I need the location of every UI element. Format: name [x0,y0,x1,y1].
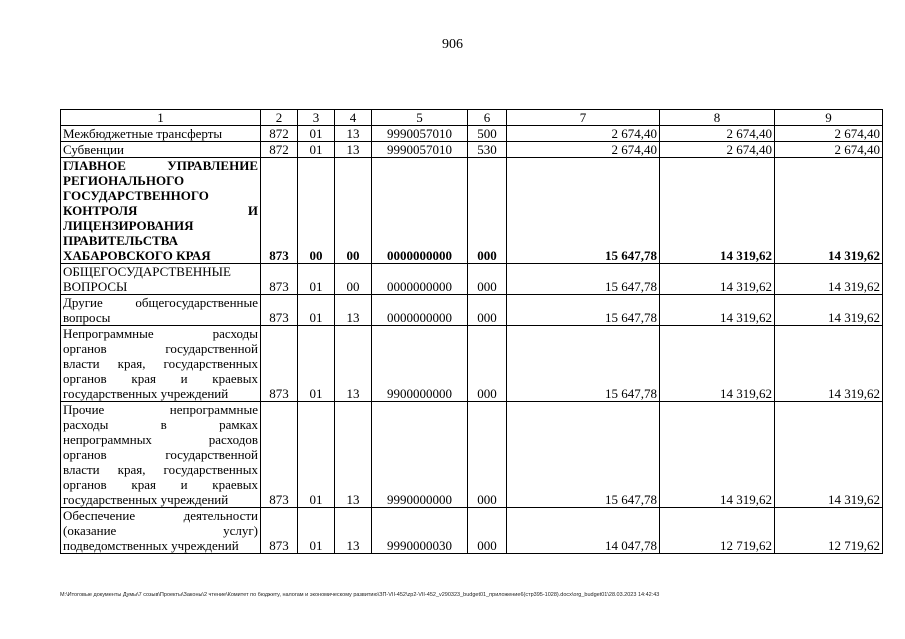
target-article-cell: 9990057010 [372,142,468,158]
table-row [61,142,883,158]
gr-code-cell: 873 [261,295,298,326]
row-name-line: Межбюджетные трансферты [63,126,223,141]
target-article-cell: 0000000000 [372,158,468,264]
amount-2023-cell: 2 674,40 [507,142,660,158]
row-name-line: Обеспечение деятельности [63,508,258,523]
row-name-line: ХАБАРОВСКОГО КРАЯ [63,248,211,263]
row-name-line: органов государственной [63,447,258,462]
gr-code-cell: 873 [261,402,298,508]
target-article-cell: 0000000000 [372,295,468,326]
amount-2025-cell: 14 319,62 [775,326,883,402]
row-name-cell [61,326,261,402]
row-name-cell [61,158,261,264]
amount-2023-cell: 15 647,78 [507,295,660,326]
table-row [61,402,883,508]
expense-type-cell: 000 [468,326,507,402]
header-cell-5: 5 [372,110,468,126]
row-name-line: власти края, государственных [63,356,258,371]
gr-code-cell: 872 [261,142,298,158]
row-name-line: подведомственных учреждений [63,538,239,553]
section-cell: 01 [298,326,335,402]
expense-type-cell: 500 [468,126,507,142]
row-name-line: органов государственной [63,341,258,356]
row-name-line: вопросы [63,310,111,325]
target-article-cell: 9990057010 [372,126,468,142]
table-row [61,508,883,554]
expense-type-cell: 000 [468,295,507,326]
header-cell-9: 9 [775,110,883,126]
row-name-line: ОБЩЕГОСУДАРСТВЕННЫЕ [63,264,231,279]
row-name-line: органов края и краевых [63,371,258,386]
target-article-cell: 9990000030 [372,508,468,554]
row-name-line: непрограммных расходов [63,432,258,447]
row-name-line: Непрограммные расходы [63,326,258,341]
amount-2023-cell: 15 647,78 [507,326,660,402]
budget-table [60,109,883,554]
amount-2024-cell: 14 319,62 [660,402,775,508]
subsection-cell: 13 [335,402,372,508]
row-name-line: ПРАВИТЕЛЬСТВА [63,233,178,248]
header-row [61,110,883,126]
amount-2024-cell: 2 674,40 [660,126,775,142]
expense-type-cell: 000 [468,264,507,295]
row-name-line: КОНТРОЛЯ И [63,203,258,218]
amount-2025-cell: 14 319,62 [775,402,883,508]
row-name-line: власти края, государственных [63,462,258,477]
row-name-line: Субвенции [63,142,124,157]
expense-type-cell: 000 [468,402,507,508]
amount-2024-cell: 14 319,62 [660,264,775,295]
table-row [61,295,883,326]
amount-2023-cell: 15 647,78 [507,402,660,508]
subsection-cell: 00 [335,264,372,295]
subsection-cell: 13 [335,295,372,326]
header-cell-1: 1 [61,110,261,126]
row-name-line: государственных учреждений [63,386,229,401]
expense-type-cell: 000 [468,158,507,264]
gr-code-cell: 873 [261,508,298,554]
amount-2025-cell: 2 674,40 [775,142,883,158]
expense-type-cell: 000 [468,508,507,554]
subsection-cell: 13 [335,142,372,158]
amount-2023-cell: 2 674,40 [507,126,660,142]
amount-2025-cell: 14 319,62 [775,295,883,326]
row-name-line: ВОПРОСЫ [63,279,128,294]
gr-code-cell: 873 [261,326,298,402]
gr-code-cell: 872 [261,126,298,142]
document-path-footer: M:\Итоговые документы Думы\7 созыв\Проекты\Законы\2 чтение\Комитет по бюджету, налогам и экономическому развитию\ЗП-VII-452\zp2-VII-452_v290323_budget01_приложение6(стр395-1028).docx\org_budget01\28.03.2023 14:42:43 [60,592,660,598]
page-number: 906 [442,37,463,52]
row-name-cell [61,508,261,554]
amount-2024-cell: 2 674,40 [660,142,775,158]
row-name-cell [61,142,261,158]
header-cell-3: 3 [298,110,335,126]
section-cell: 01 [298,295,335,326]
section-cell: 00 [298,158,335,264]
amount-2025-cell: 2 674,40 [775,126,883,142]
row-name-line: государственных учреждений [63,492,229,507]
subsection-cell: 13 [335,126,372,142]
amount-2025-cell: 14 319,62 [775,158,883,264]
section-cell: 01 [298,508,335,554]
amount-2025-cell: 14 319,62 [775,264,883,295]
amount-2023-cell: 15 647,78 [507,158,660,264]
amount-2024-cell: 14 319,62 [660,158,775,264]
header-cell-8: 8 [660,110,775,126]
header-cell-6: 6 [468,110,507,126]
section-cell: 01 [298,264,335,295]
target-article-cell: 9900000000 [372,326,468,402]
header-cell-4: 4 [335,110,372,126]
subsection-cell: 00 [335,158,372,264]
header-cell-7: 7 [507,110,660,126]
amount-2024-cell: 14 319,62 [660,295,775,326]
row-name-cell [61,126,261,142]
target-article-cell: 9990000000 [372,402,468,508]
amount-2024-cell: 14 319,62 [660,326,775,402]
gr-code-cell: 873 [261,264,298,295]
table-row [61,326,883,402]
row-name-line: (оказание услуг) [63,523,258,538]
header-cell-2: 2 [261,110,298,126]
section-cell: 01 [298,402,335,508]
section-cell: 01 [298,126,335,142]
row-name-line: ГЛАВНОЕ УПРАВЛЕНИЕ [63,158,258,173]
amount-2025-cell: 12 719,62 [775,508,883,554]
row-name-line: Прочие непрограммные [63,402,258,417]
table-row [61,126,883,142]
row-name-line: Другие общегосударственные [63,295,258,310]
gr-code-cell: 873 [261,158,298,264]
subsection-cell: 13 [335,326,372,402]
amount-2024-cell: 12 719,62 [660,508,775,554]
row-name-line: расходы в рамках [63,417,258,432]
row-name-line: ЛИЦЕНЗИРОВАНИЯ [63,218,194,233]
target-article-cell: 0000000000 [372,264,468,295]
expense-type-cell: 530 [468,142,507,158]
section-cell: 01 [298,142,335,158]
subsection-cell: 13 [335,508,372,554]
table-row [61,158,883,264]
row-name-line: ГОСУДАРСТВЕННОГО [63,188,209,203]
row-name-cell [61,295,261,326]
row-name-cell [61,402,261,508]
table-row [61,264,883,295]
row-name-line: органов края и краевых [63,477,258,492]
amount-2023-cell: 15 647,78 [507,264,660,295]
row-name-cell [61,264,261,295]
row-name-line: РЕГИОНАЛЬНОГО [63,173,185,188]
amount-2023-cell: 14 047,78 [507,508,660,554]
